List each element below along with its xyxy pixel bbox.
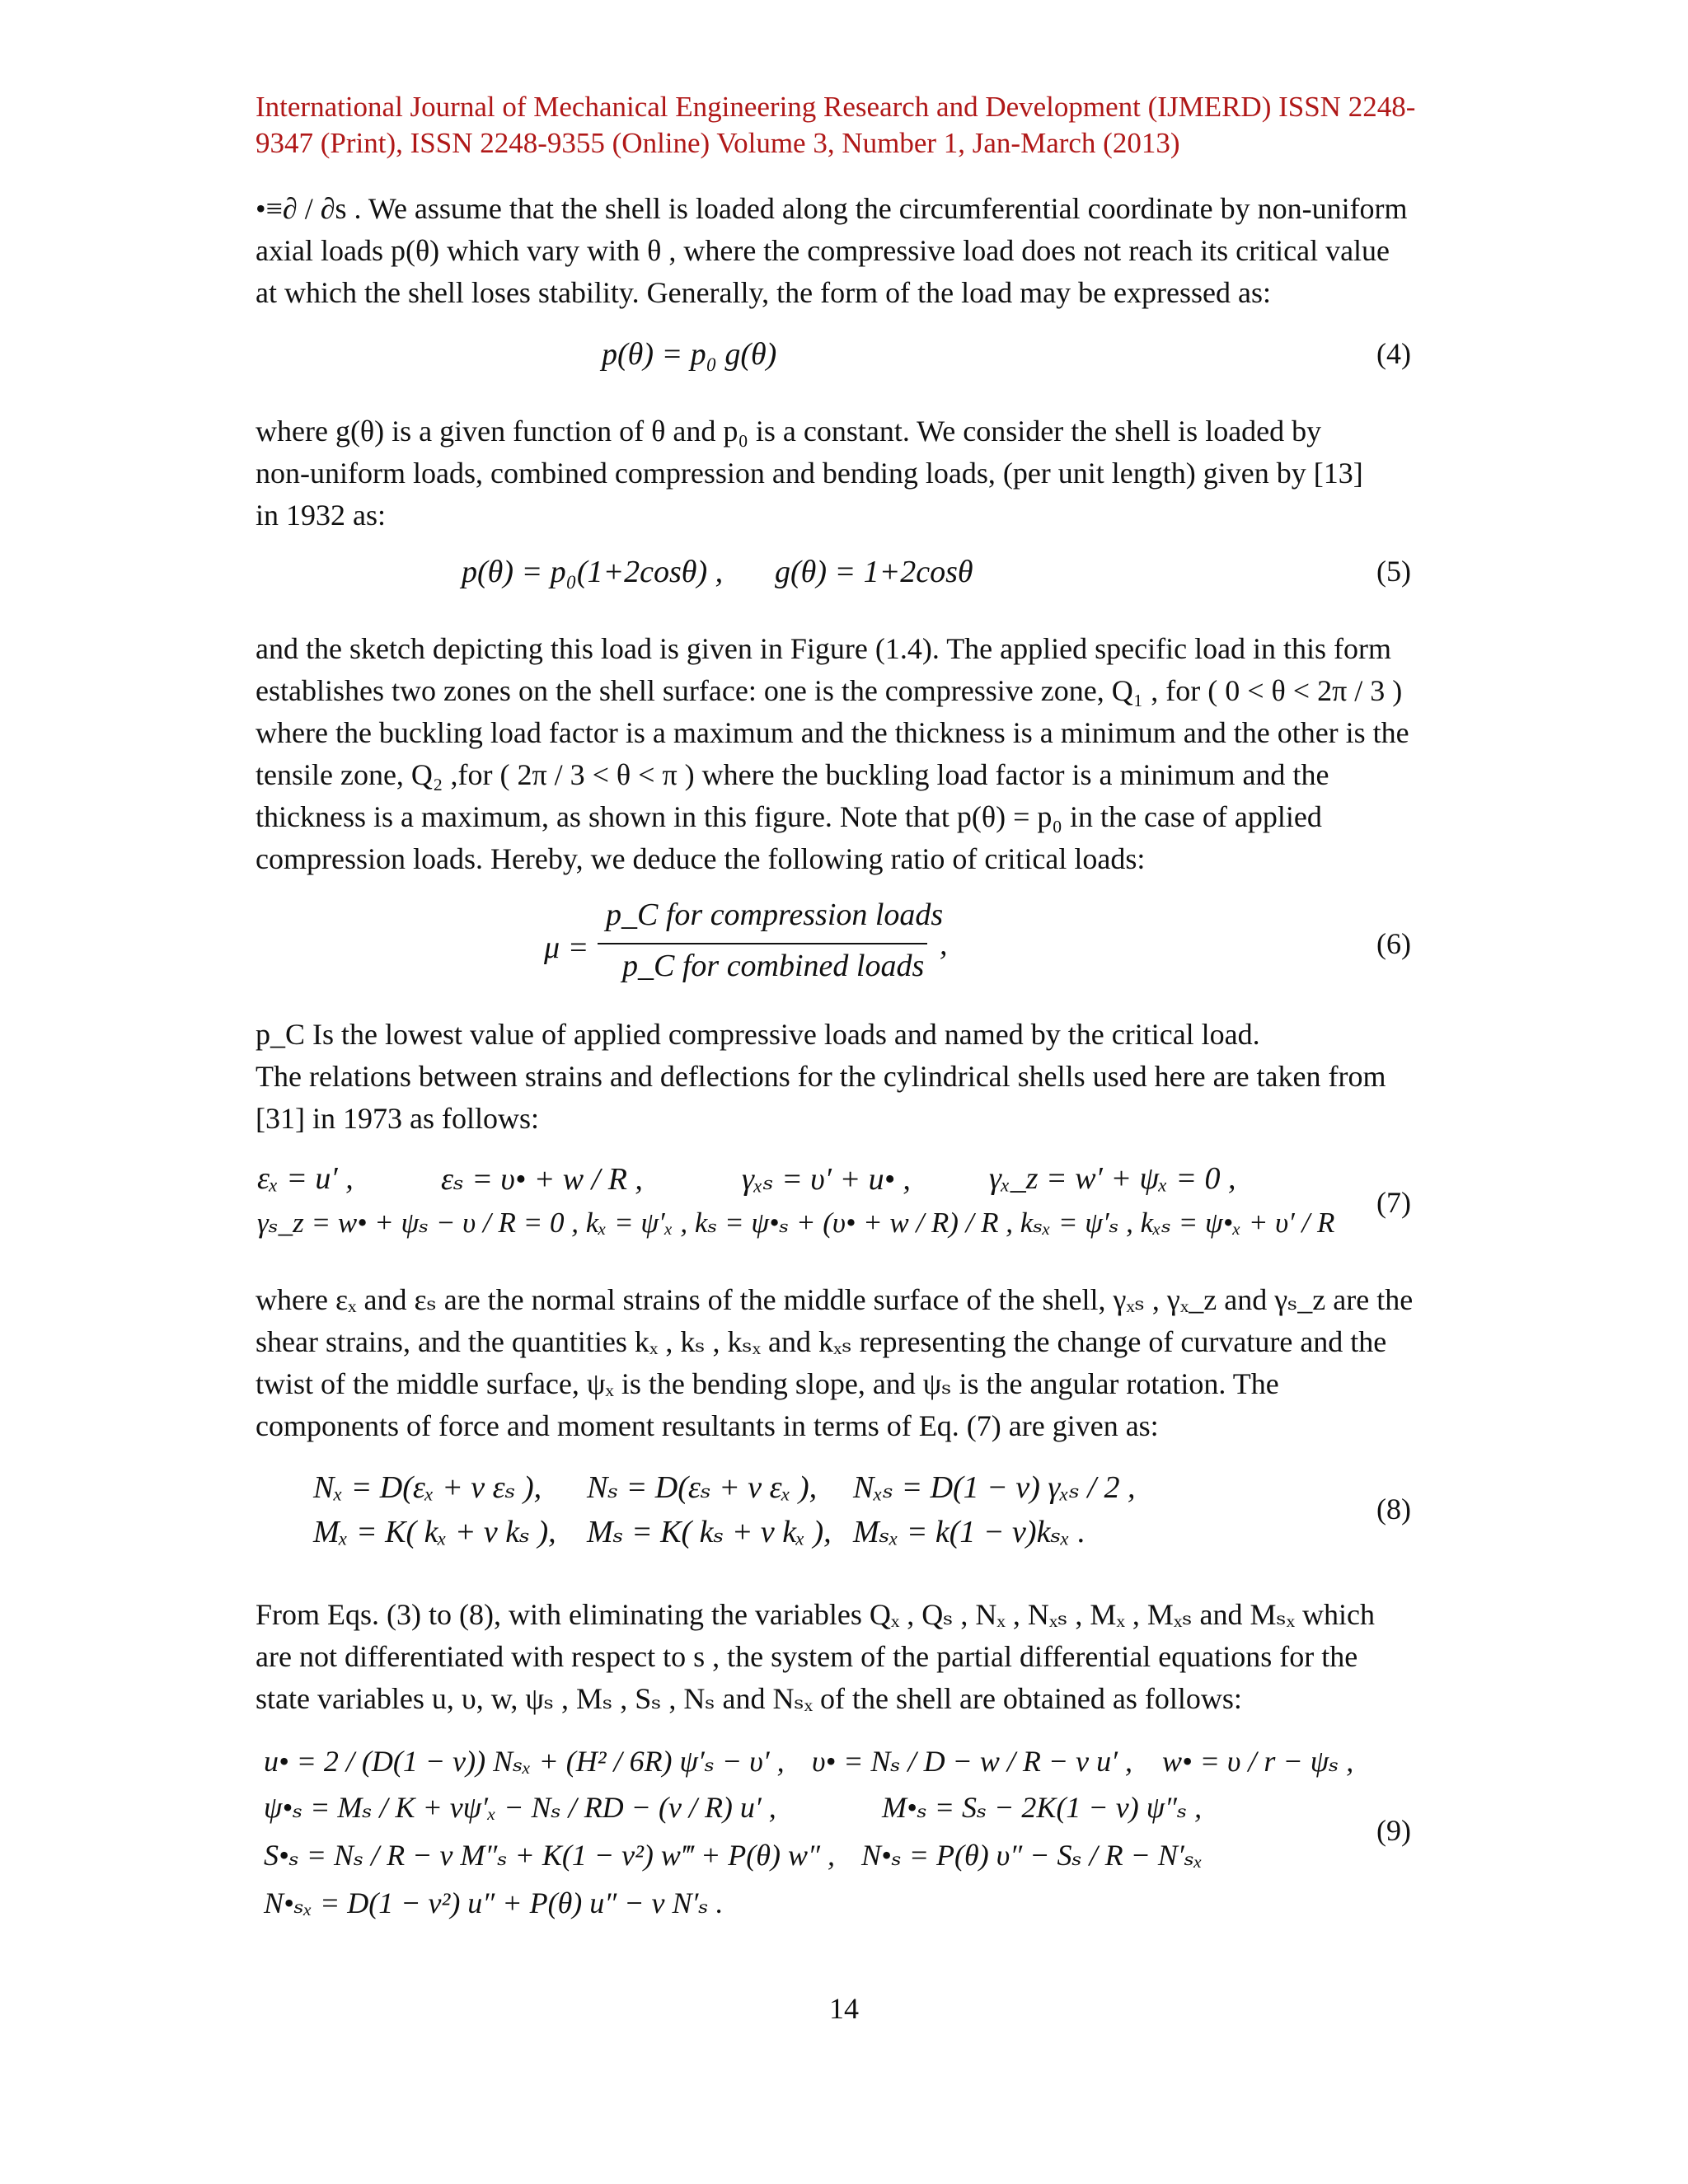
journal-header-line-1: International Journal of Mechanical Engineering Research and Development (IJMERD) ISSN 2248- [256, 91, 1416, 123]
equation-6-number: (6) [1376, 927, 1411, 960]
equation-6-denominator: p_C for combined loads [622, 949, 925, 983]
equation-5-right: g(θ) = 1+2cosθ [775, 555, 973, 589]
equation-7-number: (7) [1376, 1186, 1411, 1219]
equation-8-r1c: Nₓₛ = D(1 − ν) γₓₛ / 2 , [853, 1470, 1136, 1505]
equation-8-r2a: Mₓ = K( kₓ + ν kₛ ), [313, 1515, 556, 1549]
equation-8-r1a: Nₓ = D(εₓ + ν εₛ ), [313, 1470, 542, 1505]
text-line: compression loads. Hereby, we deduce the following ratio of critical loads: [256, 842, 1146, 875]
text-line: in 1932 as: [256, 499, 386, 532]
equation-5-number: (5) [1376, 555, 1411, 588]
paragraph-state-variables [256, 1594, 1418, 1720]
equation-9 [0, 1744, 1688, 1942]
equation-9-r1c: w• = υ / r − ψₛ , [1162, 1745, 1354, 1778]
equation-9-number: (9) [1376, 1814, 1411, 1847]
equation-6 [0, 897, 1688, 987]
equation-9-r1a: u• = 2 / (D(1 − ν)) Nₛₓ + (H² / 6R) ψ′ₛ − υ′ , [264, 1745, 785, 1778]
equation-8-r1b: Nₛ = D(εₛ + ν εₓ ), [587, 1470, 818, 1505]
equation-9-r3a: S•ₛ = Nₛ / R − ν M″ₛ + K(1 − ν²) w‴ + P(θ) w″ , [264, 1839, 835, 1872]
text-line: p_C Is the lowest value of applied compressive loads and named by the critical load. [256, 1018, 1260, 1051]
text-line: and the sketch depicting this load is given in Figure (1.4). The applied specific load in this form [256, 632, 1392, 665]
equation-6-tail: , [940, 927, 948, 962]
equation-9-r3b: N•ₛ = P(θ) υ″ − Sₛ / R − N′ₛₓ [861, 1839, 1203, 1872]
text-line: shear strains, and the quantities kₓ , kₛ , kₛₓ and kₓₛ representing the change of curvature and the [256, 1325, 1387, 1358]
text-line: are not differentiated with respect to s , the system of the partial differential equations for the [256, 1640, 1358, 1673]
text-line: state variables u, υ, w, ψₛ , Mₛ , Sₛ , Nₛ and Nₛₓ of the shell are obtained as follows: [256, 1682, 1242, 1715]
equation-7-r1a: εₓ = u′ , [257, 1161, 354, 1196]
paragraph-strain-definitions [256, 1279, 1418, 1447]
equation-7 [0, 1160, 1688, 1251]
equation-9-r4: N•ₛₓ = D(1 − ν²) u″ + P(θ) u″ − ν N′ₛ . [264, 1886, 724, 1919]
text-line: where g(θ) is a given function of θ and p₀ is a constant. We consider the shell is loaded by [256, 415, 1322, 448]
text-line: [31] in 1973 as follows: [256, 1102, 539, 1135]
equation-7-r1c: γₓₛ = υ′ + u• , [742, 1162, 911, 1197]
fraction-bar [598, 943, 927, 944]
equation-8-r2c: Mₛₓ = k(1 − ν)kₛₓ . [853, 1515, 1086, 1549]
equation-9-r1b: υ• = Nₛ / D − w / R − ν u′ , [812, 1745, 1133, 1778]
journal-header [256, 89, 1434, 162]
equation-9-r2b: M•ₛ = Sₛ − 2K(1 − ν) ψ″ₛ , [882, 1791, 1203, 1824]
equation-7-r1b: εₛ = υ• + w / R , [441, 1162, 643, 1197]
equation-9-r2a: ψ•ₛ = Mₛ / K + νψ′ₓ − Nₛ / RD − (ν / R) u′ , [264, 1791, 776, 1824]
text-line: tensile zone, Q₂ ,for ( 2π / 3 < θ < π ) where the buckling load factor is a minimum and the [256, 758, 1329, 791]
text-line: establishes two zones on the shell surface: one is the compressive zone, Q₁ , for ( 0 < θ < 2π / 3 ) [256, 674, 1403, 707]
paragraph-load-assumption [256, 188, 1418, 314]
text-line: where the buckling load factor is a maximum and the thickness is a minimum and the other is the [256, 716, 1409, 749]
equation-7-r1d: γₓ_z = w′ + ψₓ = 0 , [989, 1161, 1236, 1196]
equation-6-lhs: μ = [544, 930, 589, 965]
text-line: •≡∂ / ∂s . We assume that the shell is loaded along the circumferential coordinate by non-uniform [256, 192, 1408, 225]
equation-4-body: p(θ) = p₀ g(θ) [602, 337, 777, 372]
equation-6-numerator: p_C for compression loads [606, 898, 944, 932]
paragraph-critical-load [256, 1014, 1418, 1140]
equation-7-r2: γₛ_z = w• + ψₛ − υ / R = 0 , kₓ = ψ′ₓ , kₛ = ψ•ₛ + (υ• + w / R) / R , kₛₓ = ψ′ₛ , kₓₛ = ψ•ₓ + υ′ / R [257, 1207, 1335, 1239]
equation-8 [0, 1469, 1688, 1559]
text-line: components of force and moment resultants in terms of Eq. (7) are given as: [256, 1409, 1159, 1442]
text-line: at which the shell loses stability. Generally, the form of the load may be expressed as: [256, 276, 1271, 309]
paragraph-nonuniform-loads [256, 410, 1418, 537]
paragraph-load-zones [256, 628, 1418, 880]
text-line: where εₓ and εₛ are the normal strains of the middle surface of the shell, γₓₛ , γₓ_z and γₛ_z are the [256, 1283, 1414, 1316]
equation-8-r2b: Mₛ = K( kₛ + ν kₓ ), [587, 1515, 832, 1549]
text-line: From Eqs. (3) to (8), with eliminating the variables Qₓ , Qₛ , Nₓ , Nₓₛ , Mₓ , Mₓₛ and Mₛₓ which [256, 1598, 1375, 1631]
text-line: The relations between strains and deflections for the cylindrical shells used here are taken from [256, 1060, 1386, 1093]
journal-header-line-2: 9347 (Print), ISSN 2248-9355 (Online) Volume 3, Number 1, Jan-March (2013) [256, 127, 1180, 159]
text-line: axial loads p(θ) which vary with θ , where the compressive load does not reach its critical value [256, 234, 1390, 267]
equation-5-left: p(θ) = p₀(1+2cosθ) , [462, 555, 724, 589]
equation-8-number: (8) [1376, 1493, 1411, 1526]
page-number: 14 [829, 1992, 859, 2025]
text-line: twist of the middle surface, ψₓ is the bending slope, and ψₛ is the angular rotation. The [256, 1367, 1279, 1400]
equation-4-number: (4) [1376, 337, 1411, 370]
text-line: non-uniform loads, combined compression and bending loads, (per unit length) given by [13] [256, 457, 1363, 490]
text-line: thickness is a maximum, as shown in this figure. Note that p(θ) = p₀ in the case of applied [256, 800, 1322, 833]
